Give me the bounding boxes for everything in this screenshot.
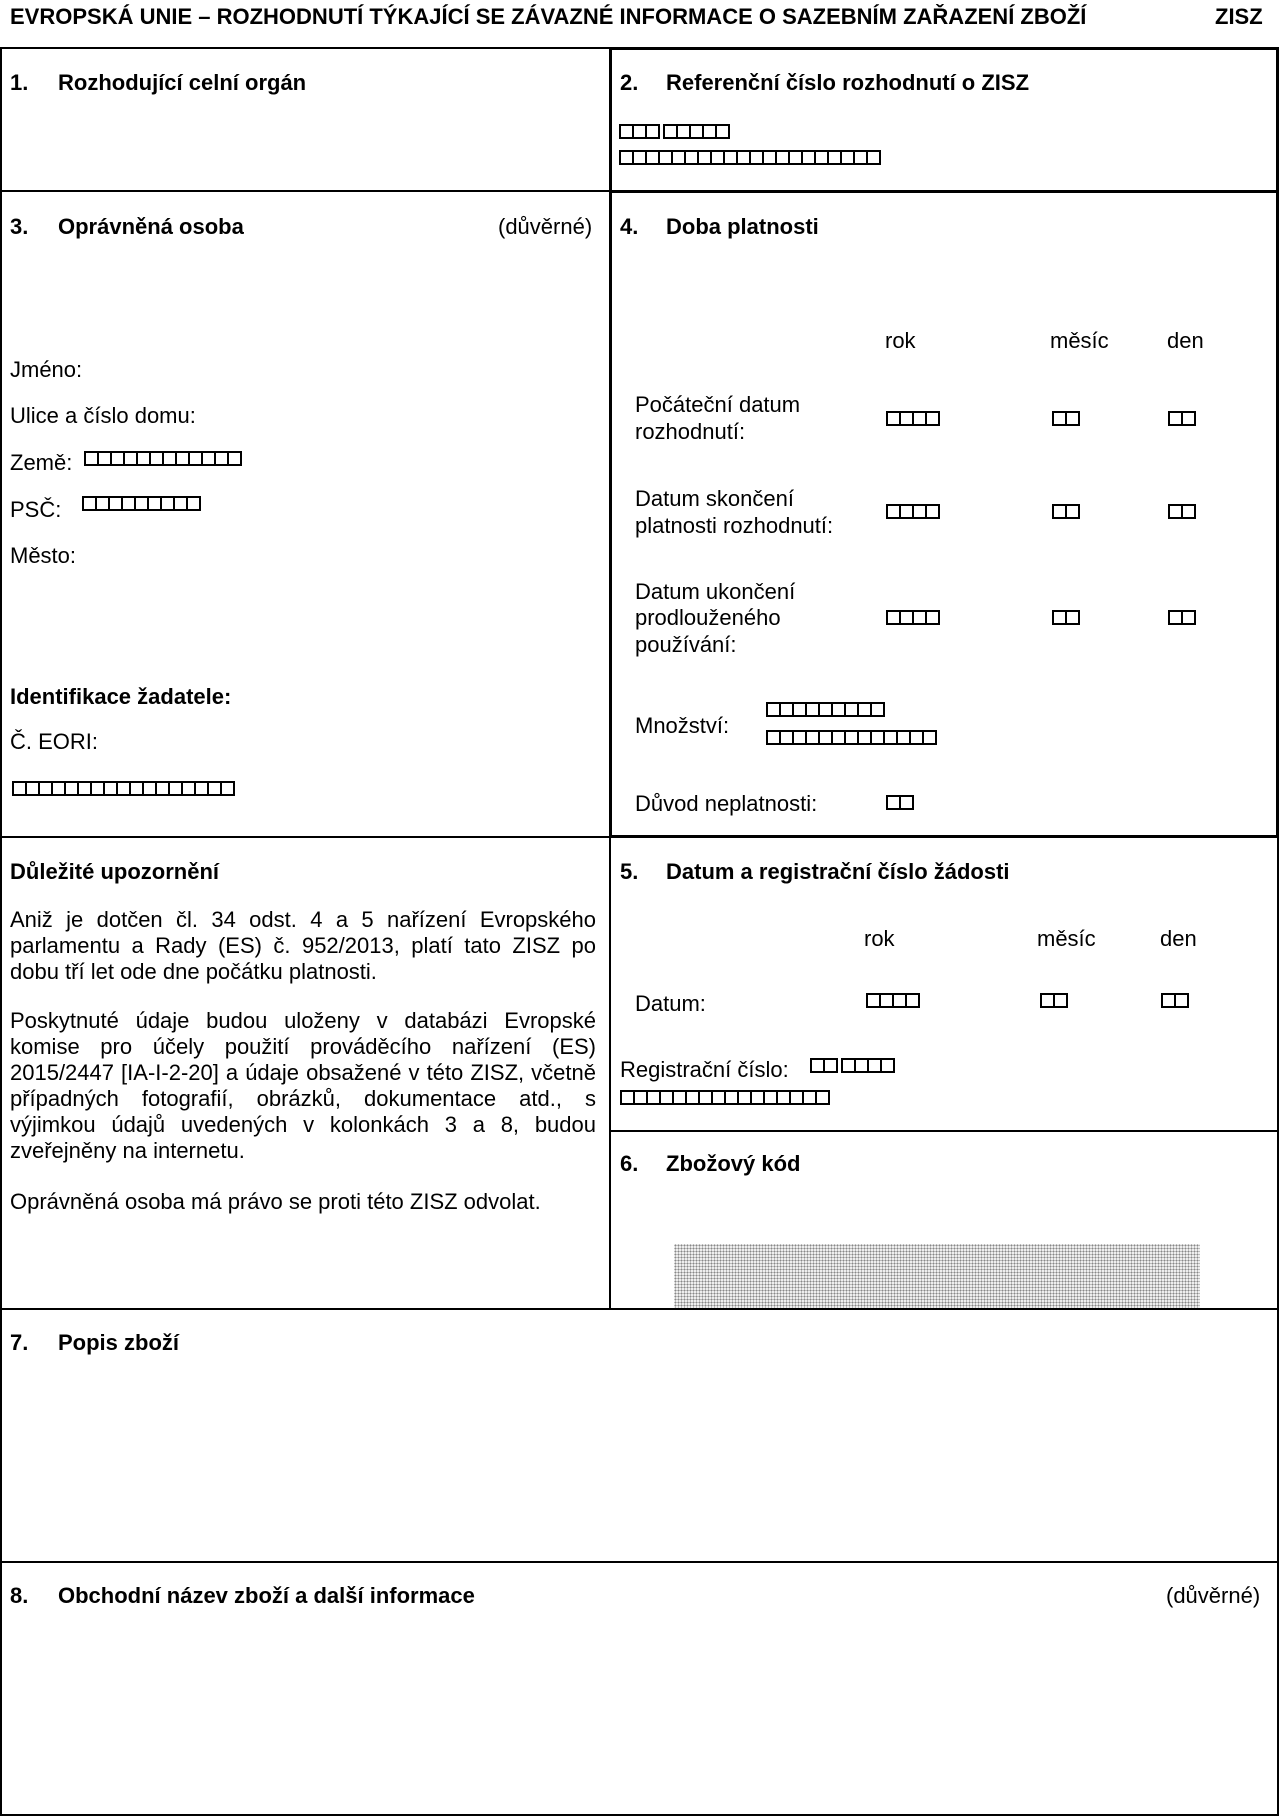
box-8-number: 8. [10, 1583, 29, 1608]
postcode-boxes[interactable] [82, 496, 199, 511]
form-title: EVROPSKÁ UNIE – ROZHODNUTÍ TÝKAJÍCÍ SE ZÁVAZNÉ INFORMACE O SAZEBNÍM ZAŘAZENÍ ZBOŽÍ [10, 4, 1087, 29]
box-7-title: Popis zboží [58, 1330, 179, 1355]
confidential-note: (důvěrné) [498, 214, 593, 239]
postcode-label: PSČ: [10, 497, 62, 522]
col-year-label: rok [864, 926, 895, 951]
col-month-label: měsíc [1037, 926, 1096, 951]
char-box[interactable] [815, 1090, 830, 1105]
box-5-title: Datum a registrační číslo žádosti [666, 859, 1010, 884]
eori-boxes[interactable] [12, 781, 233, 796]
box-8-title: Obchodní název zboží a další informace [58, 1583, 475, 1608]
end-date-label: Datum skončení [635, 486, 794, 511]
end-day-boxes[interactable] [1168, 504, 1194, 519]
char-box[interactable] [925, 610, 940, 625]
app-year-boxes[interactable] [866, 993, 918, 1008]
box-2-number: 2. [620, 70, 639, 95]
country-boxes[interactable] [84, 451, 240, 466]
box-5-number: 5. [620, 859, 639, 884]
divider [610, 1130, 1279, 1132]
ext-date-label: používání: [635, 632, 737, 657]
box-2-title: Referenční číslo rozhodnutí o ZISZ [666, 70, 1030, 95]
box-3-number: 3. [10, 214, 29, 239]
app-month-boxes[interactable] [1040, 993, 1066, 1008]
char-box[interactable] [899, 795, 914, 810]
char-box[interactable] [925, 504, 940, 519]
char-box[interactable] [1053, 993, 1068, 1008]
start-date-label: rozhodnutí: [635, 419, 746, 444]
ext-month-boxes[interactable] [1052, 610, 1078, 625]
notice-paragraph-2: Poskytnuté údaje budou uloženy v databázi Evropské komise pro účely použití prováděcího nařízení (ES) 2015/2447 [IA-I-2-20] a údaje obsažené v této ZISZ, včetně případných fotografií, obrázků, dokumentace atd., s výjimkou údajů uvedených v kolonkách 3 a 8, budou zveřejněny na internetu. [10, 1008, 596, 1163]
city-label: Město: [10, 543, 77, 568]
invalidity-reason-label: Důvod neplatnosti: [635, 791, 818, 816]
box-6-title: Zbožový kód [666, 1151, 801, 1176]
registration-number-label: Registrační číslo: [620, 1057, 789, 1082]
divider [0, 47, 2, 1816]
start-year-boxes[interactable] [886, 411, 938, 426]
confidential-note: (důvěrné) [1166, 1583, 1261, 1608]
char-box[interactable] [1181, 504, 1196, 519]
eori-label: Č. EORI: [10, 729, 99, 754]
end-date-label: platnosti rozhodnutí: [635, 513, 834, 538]
start-day-boxes[interactable] [1168, 411, 1194, 426]
invalidity-reason-boxes[interactable] [886, 795, 912, 810]
start-month-boxes[interactable] [1052, 411, 1078, 426]
col-day-label: den [1160, 926, 1197, 951]
char-box[interactable] [1174, 993, 1189, 1008]
divider [609, 836, 611, 1309]
char-box[interactable] [186, 496, 201, 511]
char-box[interactable] [823, 1058, 838, 1073]
box-6-number: 6. [620, 1151, 639, 1176]
divider [0, 1561, 1279, 1563]
box-1-title: Rozhodující celní orgán [58, 70, 307, 95]
box-4-title: Doba platnosti [666, 214, 819, 239]
char-box[interactable] [1065, 411, 1080, 426]
box-4-number: 4. [620, 214, 639, 239]
divider [0, 1308, 1279, 1310]
application-date-label: Datum: [635, 991, 706, 1016]
char-box[interactable] [227, 451, 242, 466]
notice-paragraph-1: Aniž je dotčen čl. 34 odst. 4 a 5 nařízení Evropského parlamentu a Rady (ES) č. 952/2013, platí tato ZISZ po dobu tří let ode dne počátku platnosti. [10, 907, 596, 984]
ext-date-label: prodlouženého [635, 605, 781, 630]
reg-country-year-boxes[interactable] [810, 1058, 893, 1073]
char-box[interactable] [1181, 610, 1196, 625]
end-month-boxes[interactable] [1052, 504, 1078, 519]
commodity-code-field[interactable] [674, 1244, 1200, 1308]
reg-number-boxes[interactable] [620, 1090, 828, 1105]
char-box[interactable] [922, 730, 937, 745]
form-code: ZISZ [1215, 4, 1263, 29]
char-box[interactable] [220, 781, 235, 796]
country-label: Země: [10, 450, 73, 475]
quantity-label: Množství: [635, 713, 730, 738]
ref-number-country-year-boxes[interactable] [619, 124, 728, 139]
notice-paragraph-3: Oprávněná osoba má právo se proti této ZISZ odvolat. [10, 1189, 541, 1214]
ref-number-boxes[interactable] [619, 150, 879, 165]
notice-title: Důležité upozornění [10, 859, 219, 884]
char-box[interactable] [905, 993, 920, 1008]
char-box[interactable] [880, 1058, 895, 1073]
applicant-id-label: Identifikace žadatele: [10, 684, 232, 709]
char-box[interactable] [870, 702, 885, 717]
ext-date-label: Datum ukončení [635, 579, 796, 604]
char-box[interactable] [1181, 411, 1196, 426]
street-label: Ulice a číslo domu: [10, 403, 196, 428]
col-day-label: den [1167, 328, 1204, 353]
ext-day-boxes[interactable] [1168, 610, 1194, 625]
char-box[interactable] [1065, 610, 1080, 625]
quantity-boxes[interactable] [766, 702, 883, 717]
col-month-label: měsíc [1050, 328, 1109, 353]
box-7-number: 7. [10, 1330, 29, 1355]
quantity-unit-boxes[interactable] [766, 730, 935, 745]
ext-year-boxes[interactable] [886, 610, 938, 625]
end-year-boxes[interactable] [886, 504, 938, 519]
box-2-frame [609, 47, 1279, 193]
name-label: Jméno: [10, 357, 83, 382]
divider [0, 190, 610, 192]
start-date-label: Počáteční datum [635, 392, 801, 417]
char-box[interactable] [925, 411, 940, 426]
col-year-label: rok [885, 328, 916, 353]
char-box[interactable] [866, 150, 881, 165]
box-3-title: Oprávněná osoba [58, 214, 244, 239]
app-day-boxes[interactable] [1161, 993, 1187, 1008]
box-1-number: 1. [10, 70, 29, 95]
char-box[interactable] [1065, 504, 1080, 519]
